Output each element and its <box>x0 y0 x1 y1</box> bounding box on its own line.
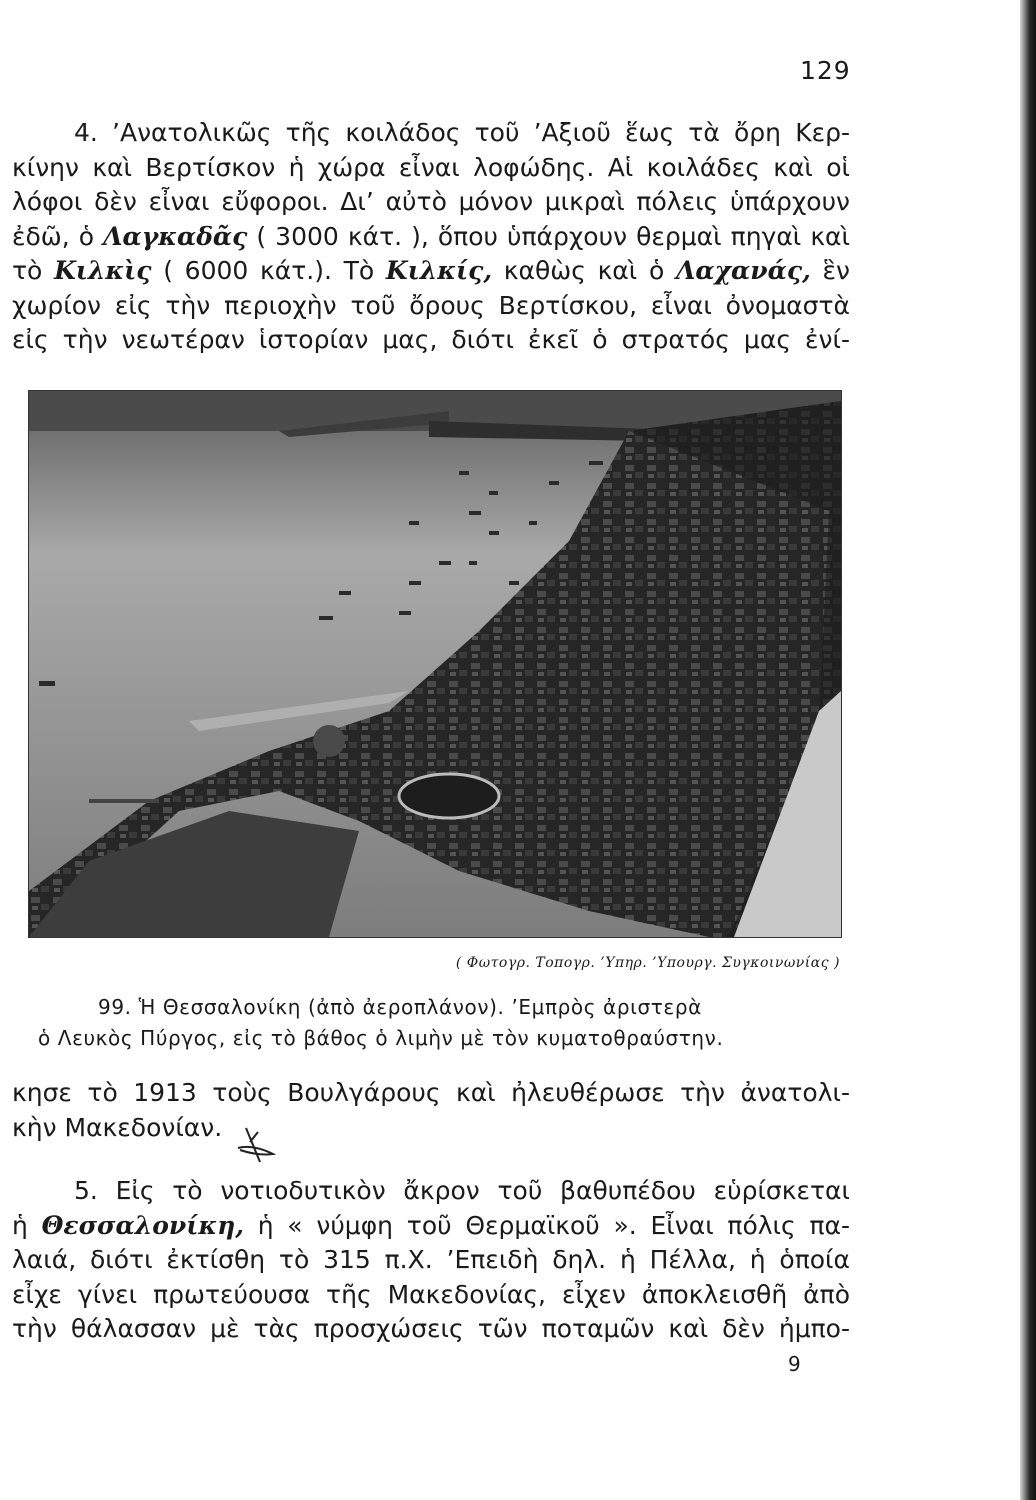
text-line: τὴν θάλασσαν μὲ τὰς προσχώσεις τῶν ποταμῶν καὶ δὲν ἠμπο- <box>12 1314 850 1343</box>
signature-mark: 9 <box>788 1352 801 1376</box>
photo-credit: ( Φωτογρ. Τοπογρ. ’Υπηρ. ’Υπουργ. Συγκοινωνίας ) <box>455 955 840 971</box>
place-name-kilkis: Κιλκὶς <box>54 256 152 285</box>
text-line: λόφοι δὲν εἶναι εὔφοροι. Δι’ αὐτὸ μόνον μικραὶ πόλεις ὑπάρχουν <box>12 187 850 216</box>
text-line: κὴν Μακεδονίαν. <box>12 1112 223 1142</box>
page-edge <box>1020 0 1036 1500</box>
text-line: εἶχε γίνει πρωτεύουσα τῆς Μακεδονίας, εἶχεν ἀποκλεισθῆ ἀπὸ <box>12 1279 850 1309</box>
text-line: κησε τὸ 1913 τοὺς Βουλγάρους καὶ ἠλευθέρωσε τὴν ἀνατολι- <box>12 1078 850 1107</box>
text-line: 5. Εἰς τὸ νοτιοδυτικὸν ἄκρον τοῦ βαθυπέδου εὑρίσκεται <box>74 1176 850 1205</box>
text-line: ἡ Θεσσαλονίκη, ἡ « νύμφη τοῦ Θερμαϊκοῦ ». Εἶναι πόλις πα- <box>12 1210 850 1240</box>
place-name-lachanas: Λαχανάς, <box>675 256 811 285</box>
paragraph-5 <box>12 1174 850 1347</box>
aerial-photo-thessaloniki <box>28 390 842 938</box>
text-line: λαιά, διότι ἐκτίσθη τὸ 315 π.Χ. ’Επειδὴ δηλ. ἡ Πέλλα, ἡ ὁποία <box>12 1245 850 1274</box>
text-line: εἰς τὴν νεωτέραν ἱστορίαν μας, διότι ἐκεῖ ὁ στρατός μας ἐνί- <box>12 325 850 354</box>
text-line: 4. ’Ανατολικῶς τῆς κοιλάδος τοῦ ’Αξιοῦ ἕως τὰ ὄρη Κερ- <box>74 118 850 147</box>
place-name-kilkis-2: Κιλκίς, <box>385 256 493 285</box>
paragraph-4 <box>12 116 850 358</box>
caption-line: ὁ Λευκὸς Πύργος, εἰς τὸ βάθος ὁ λιμὴν μὲ τὸν κυματοθραύστην. <box>38 1026 724 1050</box>
text-line: χωρίον εἰς τὴν περιοχὴν τοῦ ὄρους Βερτίσκου, εἶναι ὀνομαστὰ <box>12 290 850 320</box>
pen-mark-icon <box>228 1118 288 1168</box>
page-number: 129 <box>800 56 851 85</box>
text-line: κίνην καὶ Βερτίσκον ἡ χώρα εἶναι λοφώδης. Αἱ κοιλάδες καὶ οἱ <box>12 152 850 182</box>
place-name-lagkadas: Λαγκαδᾶς <box>103 221 248 251</box>
text-line: τὸ Κιλκὶς ( 6000 κάτ.). Τὸ Κιλκίς, καθὼς καὶ ὁ Λαχανάς, ἓν <box>12 256 850 285</box>
caption-line: 99. Ἡ Θεσσαλονίκη (ἀπὸ ἀεροπλάνον). ’Εμπρὸς ἀριστερὰ <box>98 995 702 1019</box>
figure-caption <box>38 992 838 1054</box>
paragraph-continuation <box>12 1076 850 1145</box>
text-line: ἐδῶ, ὁ Λαγκαδᾶς ( 3000 κάτ. ), ὅπου ὑπάρχουν θερμαὶ πηγαὶ καὶ <box>12 221 850 251</box>
place-name-thessaloniki: Θεσσαλονίκη, <box>41 1210 244 1240</box>
